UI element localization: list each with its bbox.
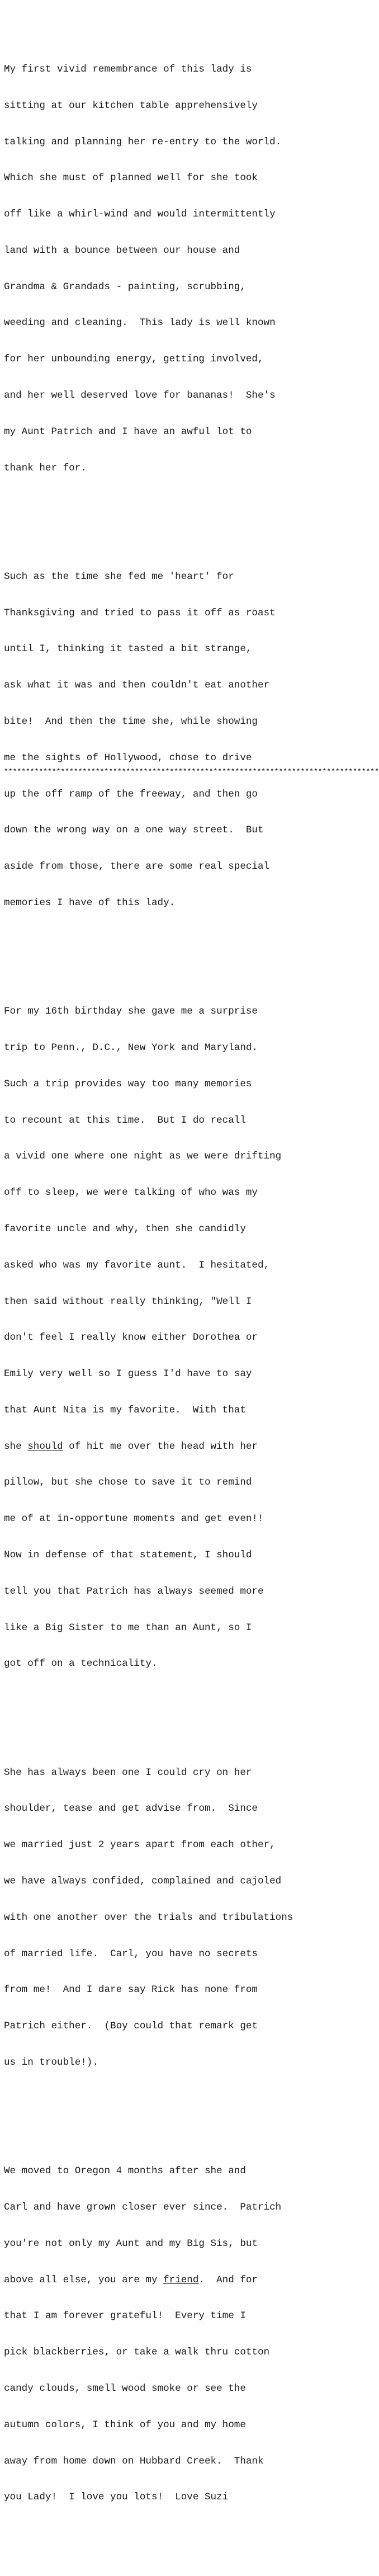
asterisk-divider: **************************************************************************************: [4, 767, 379, 776]
text-line: me of at in-opportune moments and get even!!: [4, 1513, 264, 1525]
text-line: sitting at our kitchen table apprehensively: [4, 100, 258, 111]
text-line: us in trouble!).: [4, 2056, 98, 2068]
text-line: to recount at this time. But I do recall: [4, 1114, 246, 1126]
underlined-word-should: should: [27, 1440, 63, 1452]
text-line: We moved to Oregon 4 months after she and: [4, 2165, 246, 2177]
text-line: then said without really thinking, "Well I: [4, 1296, 252, 1307]
text-line: until I, thinking it tasted a bit strange,: [4, 643, 252, 655]
text-line: you're not only my Aunt and my Big Sis, but: [4, 2238, 258, 2249]
paragraph-2: [4, 547, 379, 934]
text-line: my Aunt Patrich and I have an awful lot to: [4, 426, 252, 437]
text-line: Now in defense of that statement, I should: [4, 1550, 252, 1561]
text-line: pick blackberries, or take a walk thru cotton: [4, 2347, 270, 2358]
text-line: down the wrong way on a one way street. But: [4, 825, 264, 836]
text-line: and her well deserved love for bananas! She's: [4, 390, 276, 401]
text-line: Patrich either. (Boy could that remark get: [4, 2021, 258, 2032]
text-line: from me! And I dare say Rick has none from: [4, 1984, 258, 1996]
text-line: asked who was my favorite aunt. I hesitated,: [4, 1259, 270, 1271]
text-fragment: above all else, you are my: [4, 2274, 164, 2286]
signature-line: you Lady! I love you lots! Love Suzi: [4, 2492, 229, 2503]
text-line: tell you that Patrich has always seemed more: [4, 1585, 264, 1597]
text-line: don't feel I really know either Dorothea or: [4, 1332, 258, 1344]
text-line: She has always been one I could cry on her: [4, 1767, 252, 1778]
text-line: My first vivid remembrance of this lady is: [4, 63, 252, 75]
text-line: favorite uncle and why, then she candidly: [4, 1223, 246, 1235]
text-line: a vivid one where one night as we were drifting: [4, 1151, 282, 1162]
text-fragment: she: [4, 1440, 28, 1452]
paragraph-5: [4, 2141, 350, 2528]
text-line: candy clouds, smell wood smoke or see the: [4, 2382, 246, 2394]
paragraph-1: [4, 40, 350, 499]
text-line: got off on a technicality.: [4, 1658, 158, 1670]
text-line: land with a bounce between our house and: [4, 244, 240, 256]
paragraph-4: [4, 1743, 350, 2093]
text-line: Such as the time she fed me 'heart' for: [4, 571, 234, 582]
text-line: Which she must of planned well for she took: [4, 172, 258, 184]
letter-body: [4, 3, 379, 2576]
text-line: thank her for.: [4, 462, 87, 474]
text-line: off to sleep, we were talking of who was my: [4, 1187, 258, 1199]
text-line: memories I have of this lady.: [4, 897, 176, 908]
underlined-word-friend: friend: [163, 2274, 199, 2286]
text-line: that I am forever grateful! Every time I: [4, 2310, 246, 2322]
text-line: of married life. Carl, you have no secrets: [4, 1948, 258, 1960]
text-line: that Aunt Nita is my favorite. With that: [4, 1404, 246, 1416]
paragraph-3: [4, 982, 350, 1694]
text-line: pillow, but she chose to save it to remind: [4, 1477, 252, 1489]
text-line: For my 16th birthday she gave me a surprise: [4, 1006, 258, 1018]
text-line: bite! And then the time she, while showing: [4, 716, 258, 728]
text-line: Carl and have grown closer ever since. Patrich: [4, 2202, 282, 2214]
text-line: Grandma & Grandads - painting, scrubbing,: [4, 281, 246, 293]
text-fragment: . And for: [198, 2274, 258, 2286]
text-line: autumn colors, I think of you and my home: [4, 2419, 246, 2431]
text-line: for her unbounding energy, getting involved,: [4, 354, 264, 365]
text-line: off like a whirl-wind and would intermittently: [4, 209, 276, 220]
text-line: talking and planning her re-entry to the world.: [4, 136, 282, 148]
text-line: shoulder, tease and get advise from. Since: [4, 1803, 258, 1815]
text-line: aside from those, there are some real special: [4, 861, 270, 873]
text-line: ask what it was and then couldn't eat another: [4, 680, 270, 691]
text-fragment: of hit me over the head with her: [63, 1440, 258, 1452]
text-line: Emily very well so I guess I'd have to say: [4, 1368, 252, 1380]
text-line: me the sights of Hollywood, chose to drive: [4, 752, 252, 764]
text-line: we have always confided, complained and cajoled: [4, 1876, 282, 1887]
text-line-friend: [4, 2274, 350, 2287]
text-line: trip to Penn., D.C., New York and Maryland.: [4, 1042, 258, 1054]
text-line: weeding and cleaning. This lady is well known: [4, 317, 276, 329]
text-line: we married just 2 years apart from each other,: [4, 1839, 276, 1851]
text-line: Thanksgiving and tried to pass it off as roast: [4, 607, 276, 619]
text-line: like a Big Sister to me than an Aunt, so I: [4, 1622, 252, 1633]
text-line: Such a trip provides way too many memories: [4, 1078, 252, 1090]
text-line: up the off ramp of the freeway, and then go: [4, 788, 258, 800]
text-line: with one another over the trials and tribulations: [4, 1911, 293, 1923]
text-line: away from home down on Hubbard Creek. Thank: [4, 2455, 264, 2467]
text-line-should: [4, 1441, 350, 1453]
